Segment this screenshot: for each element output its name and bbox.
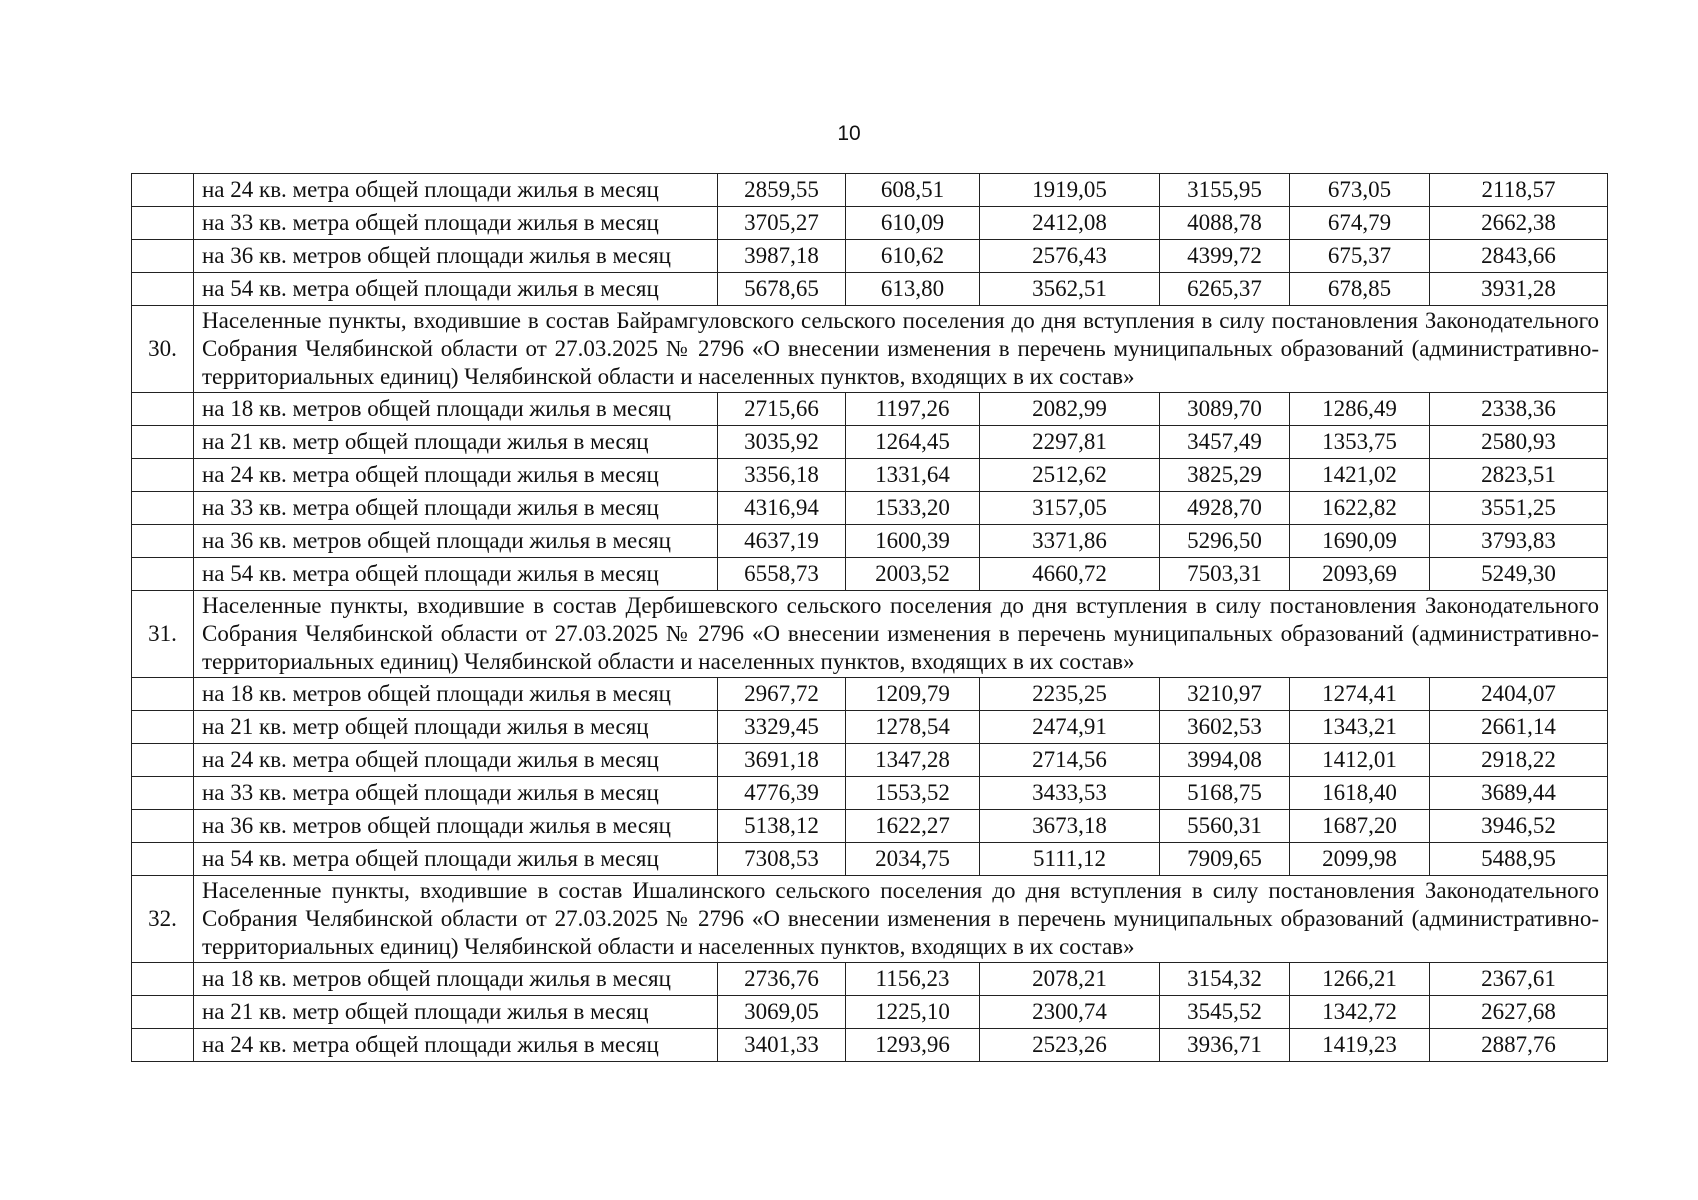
value-cell: 1553,52: [846, 777, 980, 810]
table-row: [132, 273, 1608, 306]
value-cell: 2082,99: [980, 393, 1160, 426]
value-cell: 2003,52: [846, 558, 980, 591]
table-body: [132, 174, 1608, 1062]
value-cell: 1156,23: [846, 963, 980, 996]
value-cell: 3069,05: [718, 996, 846, 1029]
row-number-cell: [132, 459, 194, 492]
row-label: на 54 кв. метра общей площади жилья в месяц: [194, 843, 718, 876]
value-cell: 7909,65: [1160, 843, 1290, 876]
row-label: на 36 кв. метров общей площади жилья в месяц: [194, 810, 718, 843]
value-cell: 3401,33: [718, 1029, 846, 1062]
value-cell: 3210,97: [1160, 678, 1290, 711]
table-row: [132, 492, 1608, 525]
value-cell: 678,85: [1290, 273, 1430, 306]
value-cell: 1622,82: [1290, 492, 1430, 525]
table-row: [132, 426, 1608, 459]
row-label: на 54 кв. метра общей площади жилья в месяц: [194, 558, 718, 591]
value-cell: 2918,22: [1430, 744, 1608, 777]
value-cell: 4660,72: [980, 558, 1160, 591]
table-row: [132, 744, 1608, 777]
table-row: [132, 174, 1608, 207]
value-cell: 5560,31: [1160, 810, 1290, 843]
row-number-cell: [132, 240, 194, 273]
value-cell: 1533,20: [846, 492, 980, 525]
value-cell: 3157,05: [980, 492, 1160, 525]
value-cell: 1919,05: [980, 174, 1160, 207]
table-row: [132, 1029, 1608, 1062]
value-cell: 2576,43: [980, 240, 1160, 273]
table-row: [132, 678, 1608, 711]
table-row: [132, 810, 1608, 843]
value-cell: 1278,54: [846, 711, 980, 744]
value-cell: 1600,39: [846, 525, 980, 558]
value-cell: 7308,53: [718, 843, 846, 876]
value-cell: 5138,12: [718, 810, 846, 843]
row-number-cell: [132, 273, 194, 306]
row-label: на 21 кв. метр общей площади жилья в месяц: [194, 711, 718, 744]
value-cell: 1343,21: [1290, 711, 1430, 744]
value-cell: 2404,07: [1430, 678, 1608, 711]
value-cell: 2662,38: [1430, 207, 1608, 240]
value-cell: 5678,65: [718, 273, 846, 306]
value-cell: 2078,21: [980, 963, 1160, 996]
row-number-cell: [132, 810, 194, 843]
value-cell: 4776,39: [718, 777, 846, 810]
row-number-cell: [132, 174, 194, 207]
value-cell: 1264,45: [846, 426, 980, 459]
row-label: на 21 кв. метр общей площади жилья в месяц: [194, 426, 718, 459]
row-number-cell: [132, 393, 194, 426]
value-cell: 1687,20: [1290, 810, 1430, 843]
section-title: Населенные пункты, входившие в состав Ишалинского сельского поселения до дня вступления в силу постановления Законодательного Собрания Челябинской области от 27.03.2025 № 2796 «О внесении изменения в перечень муниципальных образований (административно-территориальных единиц) Челябинской области и населенных пунктов, входящих в их состав»: [194, 876, 1608, 963]
value-cell: 3433,53: [980, 777, 1160, 810]
row-label: на 36 кв. метров общей площади жилья в месяц: [194, 525, 718, 558]
row-number-cell: [132, 525, 194, 558]
value-cell: 1421,02: [1290, 459, 1430, 492]
value-cell: 2297,81: [980, 426, 1160, 459]
row-label: на 33 кв. метра общей площади жилья в месяц: [194, 207, 718, 240]
value-cell: 2512,62: [980, 459, 1160, 492]
table-row: [132, 393, 1608, 426]
row-number-cell: [132, 558, 194, 591]
table-row: [132, 777, 1608, 810]
section-title: Населенные пункты, входившие в состав Дербишевского сельского поселения до дня вступления в силу постановления Законодательного Собрания Челябинской области от 27.03.2025 № 2796 «О внесении изменения в перечень муниципальных образований (административно-территориальных единиц) Челябинской области и населенных пунктов, входящих в их состав»: [194, 591, 1608, 678]
value-cell: 3936,71: [1160, 1029, 1290, 1062]
section-row: [132, 306, 1608, 393]
value-cell: 3562,51: [980, 273, 1160, 306]
row-label: на 21 кв. метр общей площади жилья в месяц: [194, 996, 718, 1029]
value-cell: 5111,12: [980, 843, 1160, 876]
row-number-cell: [132, 1029, 194, 1062]
value-cell: 2715,66: [718, 393, 846, 426]
value-cell: 3371,86: [980, 525, 1160, 558]
row-number-cell: [132, 963, 194, 996]
row-number-cell: [132, 207, 194, 240]
section-number: 30.: [132, 306, 194, 393]
row-label: на 33 кв. метра общей площади жилья в месяц: [194, 777, 718, 810]
value-cell: 4088,78: [1160, 207, 1290, 240]
value-cell: 2736,76: [718, 963, 846, 996]
value-cell: 1342,72: [1290, 996, 1430, 1029]
value-cell: 6558,73: [718, 558, 846, 591]
table-row: [132, 240, 1608, 273]
row-number-cell: [132, 777, 194, 810]
value-cell: 675,37: [1290, 240, 1430, 273]
value-cell: 2859,55: [718, 174, 846, 207]
value-cell: 3673,18: [980, 810, 1160, 843]
value-cell: 7503,31: [1160, 558, 1290, 591]
value-cell: 2474,91: [980, 711, 1160, 744]
value-cell: 613,80: [846, 273, 980, 306]
value-cell: 2523,26: [980, 1029, 1160, 1062]
value-cell: 4316,94: [718, 492, 846, 525]
tariff-table: [131, 173, 1608, 1062]
row-label: на 24 кв. метра общей площади жилья в месяц: [194, 1029, 718, 1062]
value-cell: 5296,50: [1160, 525, 1290, 558]
value-cell: 610,09: [846, 207, 980, 240]
row-label: на 33 кв. метра общей площади жилья в месяц: [194, 492, 718, 525]
value-cell: 3793,83: [1430, 525, 1608, 558]
value-cell: 1209,79: [846, 678, 980, 711]
value-cell: 1293,96: [846, 1029, 980, 1062]
value-cell: 2967,72: [718, 678, 846, 711]
value-cell: 3329,45: [718, 711, 846, 744]
value-cell: 1618,40: [1290, 777, 1430, 810]
value-cell: 2338,36: [1430, 393, 1608, 426]
value-cell: 1286,49: [1290, 393, 1430, 426]
value-cell: 3089,70: [1160, 393, 1290, 426]
value-cell: 3825,29: [1160, 459, 1290, 492]
section-row: [132, 876, 1608, 963]
table-row: [132, 843, 1608, 876]
value-cell: 3155,95: [1160, 174, 1290, 207]
value-cell: 2661,14: [1430, 711, 1608, 744]
row-label: на 18 кв. метров общей площади жилья в месяц: [194, 393, 718, 426]
value-cell: 2099,98: [1290, 843, 1430, 876]
value-cell: 4399,72: [1160, 240, 1290, 273]
value-cell: 1331,64: [846, 459, 980, 492]
section-number: 32.: [132, 876, 194, 963]
value-cell: 2093,69: [1290, 558, 1430, 591]
value-cell: 1274,41: [1290, 678, 1430, 711]
value-cell: 673,05: [1290, 174, 1430, 207]
row-label: на 24 кв. метра общей площади жилья в месяц: [194, 744, 718, 777]
value-cell: 1347,28: [846, 744, 980, 777]
value-cell: 1622,27: [846, 810, 980, 843]
value-cell: 2580,93: [1430, 426, 1608, 459]
value-cell: 2887,76: [1430, 1029, 1608, 1062]
table-row: [132, 963, 1608, 996]
table-row: [132, 558, 1608, 591]
value-cell: 3356,18: [718, 459, 846, 492]
row-label: на 24 кв. метра общей площади жилья в месяц: [194, 174, 718, 207]
value-cell: 2235,25: [980, 678, 1160, 711]
value-cell: 3994,08: [1160, 744, 1290, 777]
row-number-cell: [132, 678, 194, 711]
table-row: [132, 996, 1608, 1029]
value-cell: 6265,37: [1160, 273, 1290, 306]
value-cell: 2118,57: [1430, 174, 1608, 207]
row-label: на 54 кв. метра общей площади жилья в месяц: [194, 273, 718, 306]
table-row: [132, 525, 1608, 558]
row-label: на 18 кв. метров общей площади жилья в месяц: [194, 963, 718, 996]
row-number-cell: [132, 744, 194, 777]
value-cell: 3946,52: [1430, 810, 1608, 843]
value-cell: 3035,92: [718, 426, 846, 459]
section-number: 31.: [132, 591, 194, 678]
value-cell: 1353,75: [1290, 426, 1430, 459]
value-cell: 1419,23: [1290, 1029, 1430, 1062]
value-cell: 3691,18: [718, 744, 846, 777]
value-cell: 2714,56: [980, 744, 1160, 777]
value-cell: 1266,21: [1290, 963, 1430, 996]
row-label: на 36 кв. метров общей площади жилья в месяц: [194, 240, 718, 273]
value-cell: 608,51: [846, 174, 980, 207]
value-cell: 3545,52: [1160, 996, 1290, 1029]
value-cell: 1412,01: [1290, 744, 1430, 777]
value-cell: 4928,70: [1160, 492, 1290, 525]
value-cell: 674,79: [1290, 207, 1430, 240]
value-cell: 1197,26: [846, 393, 980, 426]
row-label: на 24 кв. метра общей площади жилья в месяц: [194, 459, 718, 492]
table-row: [132, 711, 1608, 744]
value-cell: 5168,75: [1160, 777, 1290, 810]
page-number: 10: [837, 122, 861, 145]
row-label: на 18 кв. метров общей площади жилья в месяц: [194, 678, 718, 711]
value-cell: 3705,27: [718, 207, 846, 240]
section-row: [132, 591, 1608, 678]
value-cell: 3931,28: [1430, 273, 1608, 306]
value-cell: 3457,49: [1160, 426, 1290, 459]
section-title: Населенные пункты, входившие в состав Байрамгуловского сельского поселения до дня вступления в силу постановления Законодательного Собрания Челябинской области от 27.03.2025 № 2796 «О внесении изменения в перечень муниципальных образований (административно-территориальных единиц) Челябинской области и населенных пунктов, входящих в их состав»: [194, 306, 1608, 393]
value-cell: 3154,32: [1160, 963, 1290, 996]
value-cell: 2627,68: [1430, 996, 1608, 1029]
value-cell: 610,62: [846, 240, 980, 273]
row-number-cell: [132, 426, 194, 459]
value-cell: 2367,61: [1430, 963, 1608, 996]
value-cell: 2823,51: [1430, 459, 1608, 492]
value-cell: 1225,10: [846, 996, 980, 1029]
value-cell: 2034,75: [846, 843, 980, 876]
value-cell: 3551,25: [1430, 492, 1608, 525]
value-cell: 3602,53: [1160, 711, 1290, 744]
value-cell: 5488,95: [1430, 843, 1608, 876]
row-number-cell: [132, 996, 194, 1029]
value-cell: 2300,74: [980, 996, 1160, 1029]
row-number-cell: [132, 843, 194, 876]
row-number-cell: [132, 711, 194, 744]
table-row: [132, 207, 1608, 240]
value-cell: 5249,30: [1430, 558, 1608, 591]
value-cell: 4637,19: [718, 525, 846, 558]
table-row: [132, 459, 1608, 492]
value-cell: 3689,44: [1430, 777, 1608, 810]
value-cell: 2843,66: [1430, 240, 1608, 273]
value-cell: 3987,18: [718, 240, 846, 273]
value-cell: 2412,08: [980, 207, 1160, 240]
row-number-cell: [132, 492, 194, 525]
value-cell: 1690,09: [1290, 525, 1430, 558]
